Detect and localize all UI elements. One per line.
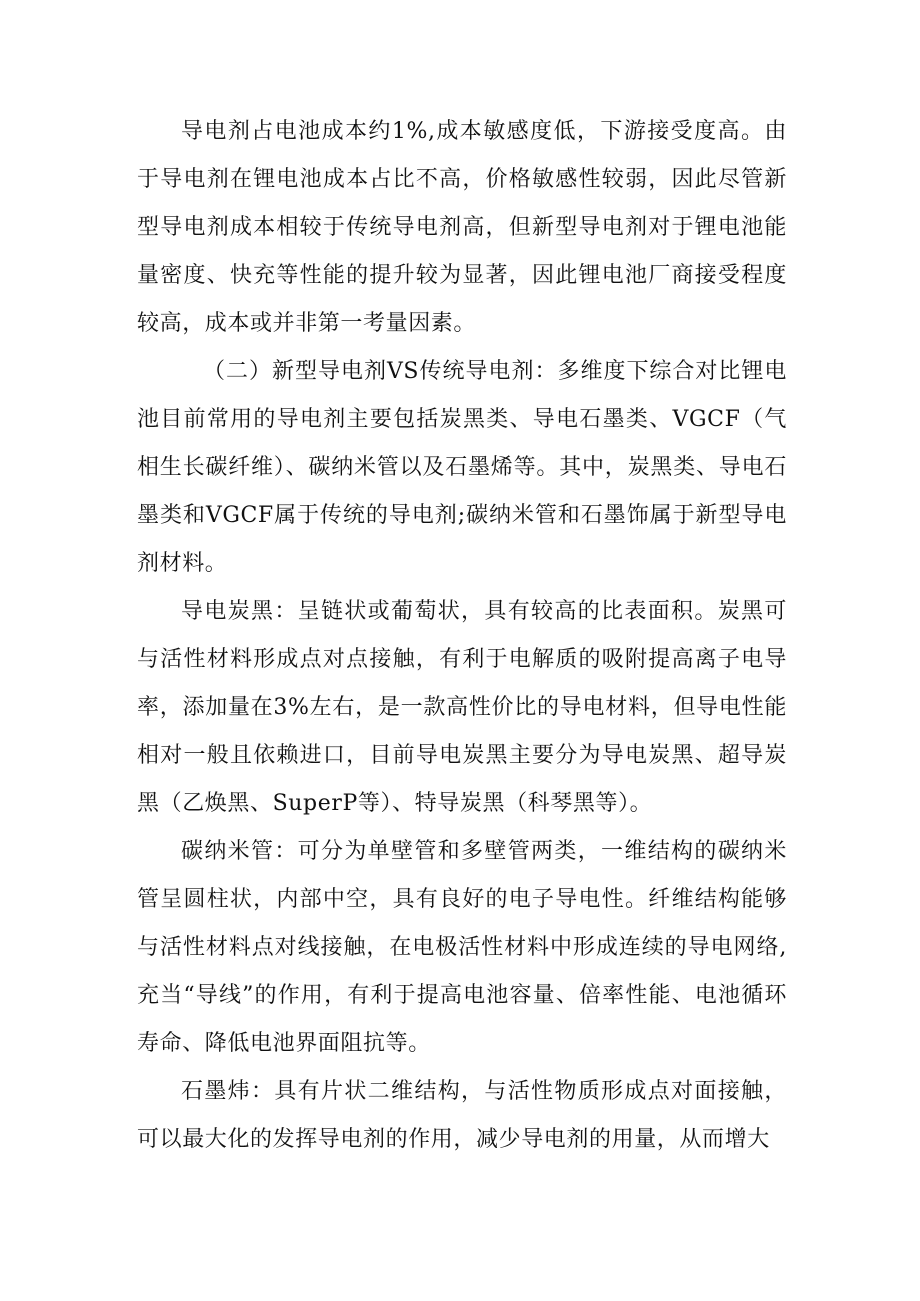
paragraph-comparison: （二）新型导电剂VS传统导电剂：多维度下综合对比锂电池目前常用的导电剂主要包括炭黑类、导电石墨类、VGCF（气相生长碳纤维）、碳纳米管以及石墨烯等。其中，炭黑类、导电石墨类和VGCF属于传统的导电剂;碳纳米管和石墨饰属于新型导电剂材料。	[137, 359, 787, 576]
body-text	[137, 108, 787, 1164]
paragraph-cost: 导电剂占电池成本约1%,成本敏感度低，下游接受度高。由于导电剂在锂电池成本占比不高，价格敏感性较弱，因此尽管新型导电剂成本相较于传统导电剂高，但新型导电剂对于锂电池能量密度、快充等性能的提升较为显著，因此锂电池厂商接受程度较高，成本或并非第一考量因素。	[137, 119, 787, 336]
paragraph-graphene: 石墨炜：具有片状二维结构，与活性物质形成点对面接触，可以最大化的发挥导电剂的作用，减少导电剂的用量，从而增大	[137, 1079, 787, 1152]
paragraph-carbon-black: 导电炭黑：呈链状或葡萄状，具有较高的比表面积。炭黑可与活性材料形成点对点接触，有利于电解质的吸附提高离子电导率，添加量在3%左右，是一款高性价比的导电材料，但导电性能相对一般且依赖进口，目前导电炭黑主要分为导电炭黑、超导炭黑（乙焕黑、SuperP等）、特导炭黑（科琴黑等）。	[137, 599, 787, 816]
paragraph-carbon-nanotube: 碳纳米管：可分为单壁管和多壁管两类，一维结构的碳纳米管呈圆柱状，内部中空，具有良好的电子导电性。纤维结构能够与活性材料点对线接触，在电极活性材料中形成连续的导电网络,充当“导线”的作用，有利于提高电池容量、倍率性能、电池循环寿命、降低电池界面阻抗等。	[137, 839, 787, 1056]
